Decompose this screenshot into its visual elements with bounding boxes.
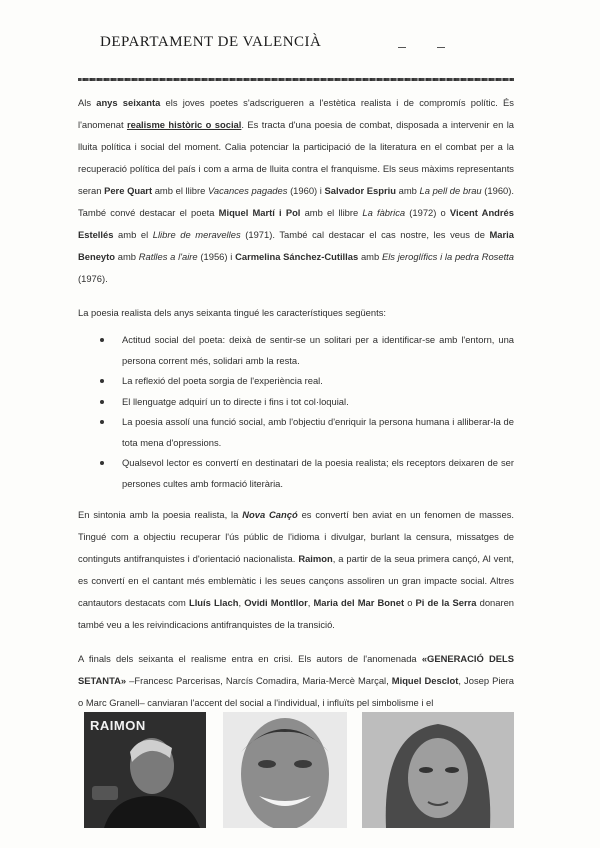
text-run: –Francesc Parcerisas, Narcís Comadira, Maria-Mercè Marçal,	[126, 675, 392, 686]
text-run: (1956) i	[197, 251, 236, 262]
list-item: Qualsevol lector es convertí en destinatari de la poesia realista; els receptors deixaren de ser persones cultes amb formació literària.	[122, 453, 514, 494]
portrait-photo	[362, 712, 514, 828]
emphasized-text: Maria Beneyto	[78, 229, 514, 262]
emphasized-text: Nova Cançó	[242, 509, 298, 520]
list-item: El llenguatge adquirí un to directe i fins i tot col·loquial.	[122, 392, 514, 413]
emphasized-text: La pell de brau	[419, 185, 482, 196]
text-run: A finals dels seixanta el realisme entra en crisi. Els autors de l'anomenada	[78, 653, 422, 664]
text-run: En sintonia amb la poesia realista, la	[78, 509, 243, 520]
text-run: donaren també veu a les reivindicacions antifranquistes de la transició.	[78, 597, 515, 630]
emphasized-text: Ratlles a l'aire	[138, 251, 198, 262]
document-body	[78, 92, 514, 714]
raimon-photo	[84, 712, 206, 828]
text-run: Als	[78, 97, 97, 108]
text-run: amb	[358, 251, 382, 262]
nova-canco-paragraph	[78, 504, 514, 636]
emphasized-text: Raimon	[298, 553, 333, 564]
emphasized-text: La fàbrica	[362, 207, 406, 218]
intro-paragraph	[78, 92, 514, 290]
text-run: o	[404, 597, 416, 608]
emphasized-text: Carmelina Sánchez-Cutillas	[235, 251, 359, 262]
list-item: Actitud social del poeta: deixà de sentir-se un solitari per a identificar-se amb l'entorn, una persona corrent més, solidari amb la resta.	[122, 330, 514, 371]
emphasized-text: Miquel Desclot	[391, 675, 459, 686]
text-run: (1960). També convé destacar el poeta	[78, 185, 514, 218]
text-run: , Josep Piera o Marc Granell– canviaran l'accent del social a l'individual, i influïts pel simbolisme i el	[78, 675, 514, 708]
list-item: La poesia assolí una funció social, amb l'objectiu d'enriquir la persona humana i alliberar-la de tota mena d'opressions.	[122, 412, 514, 453]
emphasized-text: Lluís Llach	[188, 597, 239, 608]
features-intro: La poesia realista dels anys seixanta tingué les característiques següents:	[78, 307, 386, 318]
text-run: ,	[238, 597, 245, 608]
emphasized-text: Vicent Andrés Estellés	[78, 207, 514, 240]
list-item: La reflexió del poeta sorgia de l'experiència real.	[122, 371, 514, 392]
photo-strip	[84, 712, 514, 828]
emphasized-text: Els jeroglífics i la pedra Rosetta	[381, 251, 515, 262]
text-run: (1972) o	[405, 207, 450, 218]
emphasized-text: Ovidi Montllor	[244, 597, 308, 608]
header-mark	[437, 47, 445, 48]
emphasized-text: «GENERACIÓ DELS SETANTA»	[78, 653, 514, 686]
smiling-man-portrait-image	[223, 712, 347, 828]
text-run: ,	[307, 597, 314, 608]
department-title: DEPARTAMENT DE VALENCIÀ	[100, 34, 322, 50]
text-run: amb el llibre	[300, 207, 363, 218]
photo-caption: RAIMON	[90, 718, 146, 733]
woman-portrait-image	[362, 712, 514, 828]
text-run: es convertí ben aviat en un fenomen de masses. Tingué com a objectiu recuperar l'ús públic de l'idioma i divulgar, burlant la censura, missatges de continguts antifranquistes i d'orientació nacionalista.	[78, 509, 515, 564]
text-run: amb el llibre	[152, 185, 208, 196]
emphasized-text: Pi de la Serra	[415, 597, 477, 608]
emphasized-text: Vacances pagades	[207, 185, 288, 196]
text-run: amb el	[113, 229, 153, 240]
header-rule	[78, 78, 514, 81]
emphasized-text: Llibre de meravelles	[152, 229, 241, 240]
text-run: (1976).	[78, 273, 108, 284]
text-run: (1960) i	[287, 185, 325, 196]
features-list	[78, 330, 514, 494]
text-run: , a partir de la seua primera cançó, Al vent, es convertí en el cantant més emblemàtic i les seues cançons assoliren un gran impacte social. Altres cantautors destacats com	[78, 553, 515, 608]
emphasized-text: realisme històric o social	[126, 119, 242, 130]
emphasized-text: Salvador Espriu	[324, 185, 396, 196]
emphasized-text: Maria del Mar Bonet	[313, 597, 405, 608]
portrait-photo	[223, 712, 347, 828]
text-run: amb	[395, 185, 420, 196]
text-run: (1971). També cal destacar el cas nostre, les veus de	[240, 229, 490, 240]
header-mark	[398, 47, 406, 48]
emphasized-text: Miquel Martí i Pol	[218, 207, 301, 218]
emphasized-text: anys seixanta	[96, 97, 161, 108]
text-run: amb	[115, 251, 139, 262]
setanta-paragraph	[78, 648, 514, 714]
text-run: els joves poetes s'adscrigueren a l'estètica realista i de compromís polític. És l'anomenat	[78, 97, 514, 130]
emphasized-text: Pere Quart	[104, 185, 153, 196]
text-run: . Es tracta d'una poesia de combat, disposada a intervenir en la lluita política i social del moment. Calia potenciar la participació de la literatura en el combat per a la recuperació política del país i com a arma de lluita contra el franquisme. Els seus màxims representants seran	[78, 119, 514, 196]
